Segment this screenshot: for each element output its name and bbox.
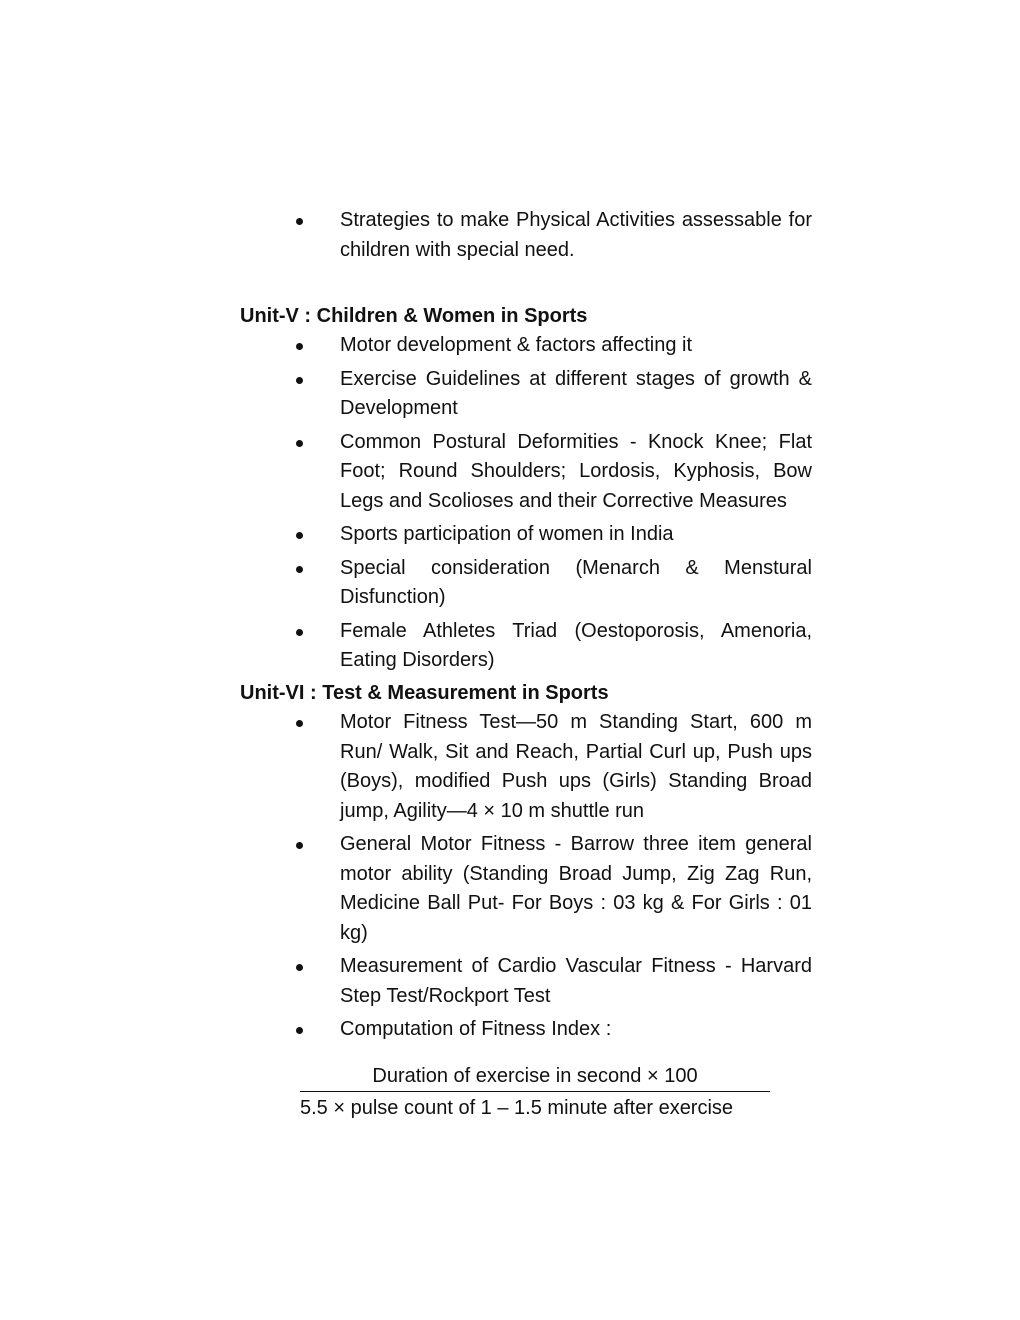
unit-vi-heading: Unit-VI : Test & Measurement in Sports <box>240 682 609 704</box>
list-item <box>240 708 812 826</box>
list-item-text: Motor Fitness Test—50 m Standing Start, 600 m Run/ Walk, Sit and Reach, Partial Curl up, Push ups (Boys), modified Push ups (Girls) Standing Broad jump, Agility—4 × 10 m shuttle run <box>340 711 812 822</box>
formula-denominator: 5.5 × pulse count of 1 – 1.5 minute after exercise <box>300 1097 734 1119</box>
unit-vi-list <box>240 708 812 1045</box>
bullet-icon <box>296 629 303 636</box>
list-item-text: Special consideration (Menarch & Menstural Disfunction) <box>340 556 812 608</box>
bullet-icon <box>296 720 303 727</box>
list-item <box>240 365 812 424</box>
intro-section <box>240 206 812 269</box>
fraction-bar <box>300 1091 770 1092</box>
bullet-icon <box>296 566 303 573</box>
bullet-icon <box>296 1027 303 1034</box>
list-item <box>240 206 812 265</box>
fitness-index-formula <box>300 1062 770 1122</box>
list-item <box>240 830 812 948</box>
list-item <box>240 1015 812 1045</box>
unit-vi-section <box>240 679 812 1049</box>
list-item-text: Strategies to make Physical Activities assessable for children with special need. <box>340 209 812 261</box>
list-item <box>240 428 812 517</box>
bullet-icon <box>296 343 303 350</box>
list-item <box>240 331 812 361</box>
unit-v-heading: Unit-V : Children & Women in Sports <box>240 305 588 327</box>
intro-list <box>240 206 812 265</box>
unit-v-section <box>240 302 812 680</box>
unit-v-list <box>240 331 812 676</box>
list-item-text: Female Athletes Triad (Oestoporosis, Amenoria, Eating Disorders) <box>340 619 812 671</box>
list-item-text: Sports participation of women in India <box>340 523 674 545</box>
bullet-icon <box>296 218 303 225</box>
bullet-icon <box>296 377 303 384</box>
list-item-text: Measurement of Cardio Vascular Fitness - Harvard Step Test/Rockport Test <box>340 955 812 1007</box>
list-item <box>240 520 812 550</box>
bullet-icon <box>296 842 303 849</box>
list-item-text: Exercise Guidelines at different stages of growth & Development <box>340 367 812 419</box>
list-item-text: Motor development & factors affecting it <box>340 334 693 356</box>
list-item-text: Common Postural Deformities - Knock Knee; Flat Foot; Round Shoulders; Lordosis, Kyphosis, Bow Legs and Scolioses and their Corrective Measures <box>340 430 812 512</box>
bullet-icon <box>296 532 303 539</box>
list-item-text: General Motor Fitness - Barrow three item general motor ability (Standing Broad Jump, Zig Zag Run, Medicine Ball Put- For Boys : 03 kg & For Girls : 01 kg) <box>340 833 812 944</box>
list-item <box>240 617 812 676</box>
list-item <box>240 952 812 1011</box>
bullet-icon <box>296 964 303 971</box>
formula-numerator: Duration of exercise in second × 100 <box>372 1065 698 1087</box>
list-item-text: Computation of Fitness Index : <box>340 1018 612 1040</box>
bullet-icon <box>296 440 303 447</box>
list-item <box>240 554 812 613</box>
